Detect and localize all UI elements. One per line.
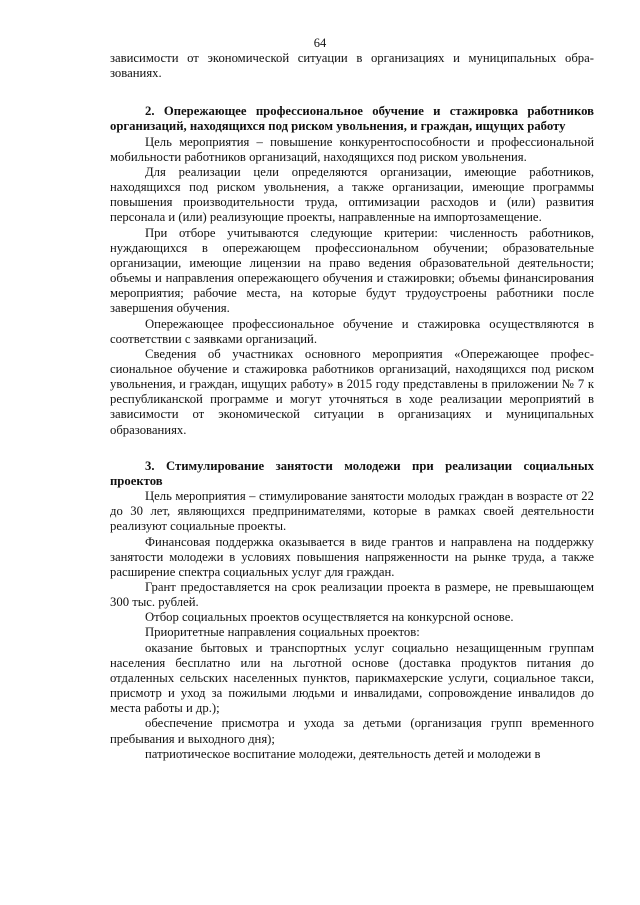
document-body xyxy=(110,51,594,762)
section-3 xyxy=(110,459,594,762)
section-3-list-item: обеспечение присмотра и ухода за детьми (организация групп временного пребывания и выходного дня); xyxy=(110,716,594,746)
page-number: 64 xyxy=(313,36,327,50)
section-3-paragraph: Отбор социальных проектов осуществляется на конкурсной основе. xyxy=(145,610,514,625)
section-3-paragraph: Грант предоставляется на срок реализации проекта в размере, не превышающем 300 тыс. рублей. xyxy=(110,580,594,610)
section-3-paragraph: Финансовая поддержка оказывается в виде грантов и направлена на поддержку занятости молодежи в условиях повышения напряженности на рынке труда, а также расширение спектра социальных услуг для граждан. xyxy=(110,534,594,579)
section-2-paragraph: Для реализации цели определяются организации, имеющие работников, находящихся под риском увольнения, а также организации, имеющие программы повышения производительности труда, оптимизации расходов и (или) развития персонала и (или) реализующие проекты, направленные на импортозамещение. xyxy=(110,164,594,225)
section-spacer xyxy=(110,81,594,104)
section-2-paragraph: Цель мероприятия – повышение конкурентоспособности и профессиональной мобильности работников организаций, находящихся под риском увольнения. xyxy=(110,134,594,164)
continuation-paragraph: зависимости от экономической ситуации в организациях и муниципальных образованиях. xyxy=(110,51,594,81)
section-3-paragraph: Приоритетные направления социальных проектов: xyxy=(145,625,420,640)
section-2-heading: 2. Опережающее профессиональное обучение и стажировка работников организаций, находящихся под риском увольнения, и граждан, ищущих работу xyxy=(110,104,594,134)
section-3-paragraph: Цель мероприятия – стимулирование занятости молодых граждан в возрасте от 22 до 30 лет, являющихся предпринимателями, которые в рамках своей деятельности реализуют социальные проекты. xyxy=(110,489,594,534)
section-2 xyxy=(110,104,594,437)
section-3-list-item: оказание бытовых и транспортных услуг социально незащищенным группам населения бесплатно или на льготной основе (доставка продуктов питания до отдаленных сельских населенных пунктов, парикмахерские услуги, социальное такси, присмотр и уход за пожилыми людьми и инвалидами, сопровождение инвалидов до места работы и др.); xyxy=(110,640,594,716)
section-2-paragraph: При отборе учитываются следующие критерии: численность работников, нуждающихся в опережающем профессиональном обучении; образовательные организации, имеющие лицензии на право ведения образовательной деятельности; объемы и направления опережающего обучения и стажировки; объемы финансирования мероприятия; рабочие места, на которые будут трудоустроены работники после завершения обучения. xyxy=(110,225,594,316)
section-3-list-item: патриотическое воспитание молодежи, деятельность детей и молодежи в xyxy=(145,746,541,761)
section-2-paragraph: Сведения об участниках основного мероприятия «Опережающее профессиональное обучение и стажировка работников организаций, находящихся под риском увольнения, и граждан, ищущих работу» в 2015 году представлены в приложении № 7 к республиканской программе и могут уточняться в ходе реализации мероприятий в зависимости от экономической ситуации в организациях и муниципальных образованиях. xyxy=(110,346,594,437)
section-spacer xyxy=(110,438,594,459)
section-2-paragraph: Опережающее профессиональное обучение и стажировка осуществляются в соответствии с заявками организаций. xyxy=(110,316,594,346)
section-3-heading: 3. Стимулирование занятости молодежи при реализации социальных проектов xyxy=(110,458,594,488)
